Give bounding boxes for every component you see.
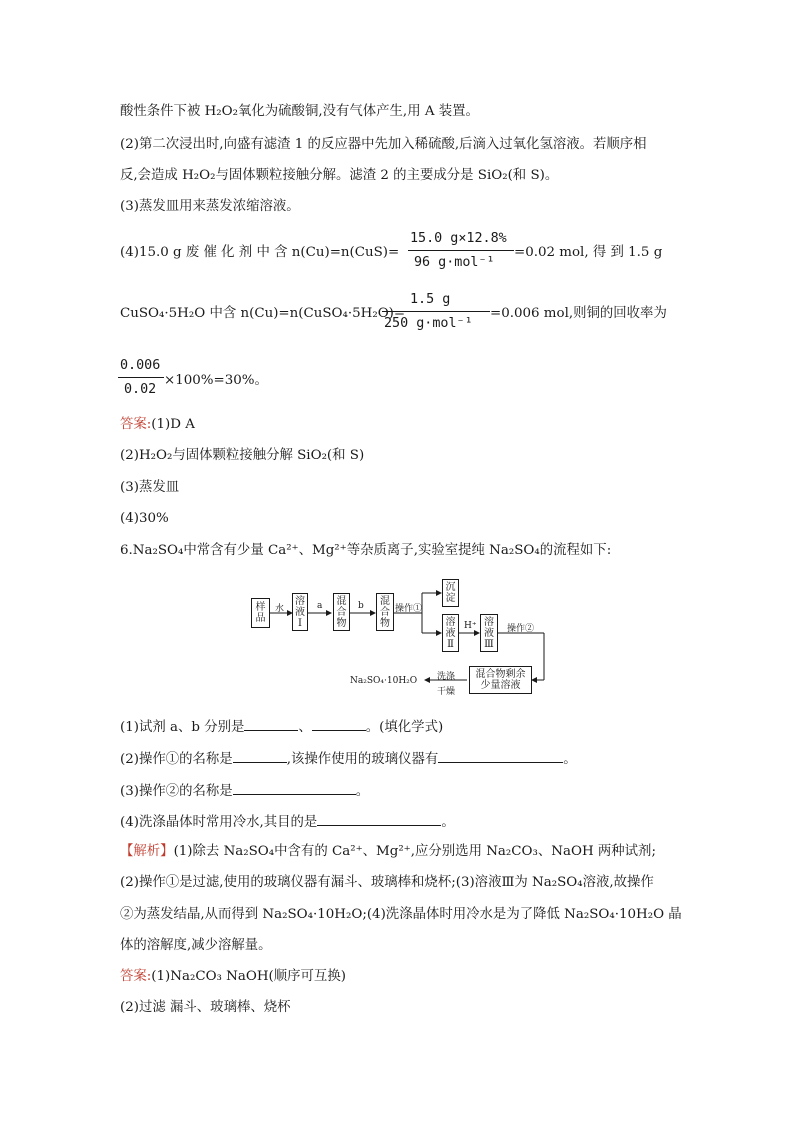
- precipitate-box: [442, 579, 459, 607]
- answer-line: (4)30%: [120, 511, 169, 526]
- text-line: 反,会造成 H₂O₂与固体颗粒接触分解。滤渣 2 的主要成分是 SiO₂(和 S)。: [120, 168, 559, 183]
- text-line: (3)蒸发皿用来蒸发浓缩溶液。: [120, 199, 300, 214]
- question-text: 、: [298, 720, 312, 735]
- analysis-label: 【解析】: [120, 844, 174, 859]
- mixture-2-box: [376, 593, 394, 631]
- formula-prefix: (4)15.0 g 废 催 化 剂 中 含 n(Cu)=n(CuS)=: [120, 245, 400, 260]
- question-text: ,该操作使用的玻璃仪器有: [286, 752, 439, 767]
- answer-blank[interactable]: [244, 716, 298, 731]
- analysis-line: ②为蒸发结晶,从而得到 Na₂SO₄·10H₂O;(4)洗涤晶体时用冷水是为了降低 Na₂SO₄·10H₂O 晶: [120, 907, 682, 922]
- mixture-1-box: [333, 593, 350, 631]
- formula-suffix: ×100%=30%。: [164, 373, 268, 388]
- question-text: (2)操作①的名称是: [120, 752, 233, 767]
- question-6: 6.Na₂SO₄中常含有少量 Ca²⁺、Mg²⁺等杂质离子,实验室提纯 Na₂SO₄的流程如下:: [120, 543, 612, 558]
- text-line: 酸性条件下被 H₂O₂氧化为硫酸铜,没有气体产生,用 A 装置。: [120, 104, 479, 119]
- fraction-numerator: 15.0 g×12.8%: [410, 231, 507, 246]
- mixture-2-label: 混 合 物: [380, 595, 390, 629]
- operation-2-label: 操作②: [507, 624, 535, 634]
- solution-3-label: 溶 液 Ⅲ: [484, 616, 494, 650]
- question-line: [120, 780, 369, 802]
- question-text: (4)洗涤晶体时常用冷水,其目的是: [120, 815, 318, 830]
- answer-line: (3)蒸发皿: [120, 480, 180, 495]
- fraction-denominator: 250 g·mol⁻¹: [384, 316, 473, 331]
- answer-blank[interactable]: [317, 811, 441, 826]
- question-line: [120, 748, 577, 770]
- remainder-box: [469, 666, 532, 694]
- question-line: [120, 716, 443, 738]
- reagent-b-label: b: [358, 601, 364, 611]
- h-plus-label: H⁺: [464, 621, 477, 631]
- formula-suffix: =0.02 mol, 得 到 1.5 g: [514, 245, 663, 260]
- answer-line: (2)过滤 漏斗、玻璃棒、烧杯: [120, 1000, 291, 1015]
- solution-2-label: 溶 液 Ⅱ: [445, 616, 456, 650]
- product-label: Na₂SO₄·10H₂O: [350, 676, 418, 686]
- analysis-text: (1)除去 Na₂SO₄中含有的 Ca²⁺、Mg²⁺,应分别选用 Na₂CO₃、NaOH 两种试剂;: [173, 844, 656, 859]
- fraction-numerator: 1.5 g: [410, 292, 451, 307]
- formula-suffix: =0.006 mol,则铜的回收率为: [490, 306, 667, 321]
- answer-line: [120, 967, 346, 987]
- answer-line: (2)H₂O₂与固体颗粒接触分解 SiO₂(和 S): [120, 448, 365, 463]
- fraction-denominator: 96 g·mol⁻¹: [414, 255, 495, 270]
- solution-3-box: [480, 614, 498, 652]
- answer-label: 答案:: [120, 417, 152, 432]
- wash-label: 洗涤: [437, 672, 456, 682]
- sample-box: [251, 598, 270, 628]
- question-text: (3)操作②的名称是: [120, 784, 233, 799]
- question-text: 。: [441, 815, 455, 830]
- answer-text: (1)Na₂CO₃ NaOH(顺序可互换): [151, 969, 346, 984]
- solution-1-label: 溶 液 Ⅰ: [295, 595, 305, 629]
- answer-blank[interactable]: [233, 780, 356, 795]
- answer-blank[interactable]: [312, 716, 366, 731]
- question-text: 。(填化学式): [365, 720, 444, 735]
- analysis-line: [120, 842, 656, 862]
- water-label: 水: [275, 604, 285, 614]
- sample-label: 样 品: [255, 602, 266, 624]
- question-text: (1)试剂 a、b 分别是: [120, 720, 245, 735]
- fraction-numerator: 0.006: [120, 358, 161, 373]
- answer-text: (1)D A: [151, 417, 195, 432]
- solution-1-box: [292, 593, 308, 631]
- precipitate-label: 沉 淀: [445, 582, 456, 604]
- answer-blank[interactable]: [233, 748, 287, 763]
- question-line: [120, 811, 455, 833]
- solution-2-box: [442, 614, 459, 652]
- remainder-label: 混合物剩余 少量溶液: [475, 669, 526, 691]
- formula-prefix: CuSO₄·5H₂O 中含 n(Cu)=n(CuSO₄·5H₂O)=: [120, 306, 406, 321]
- fraction-denominator: 0.02: [124, 382, 157, 397]
- text-line: (2)第二次浸出时,向盛有滤渣 1 的反应器中先加入稀硫酸,后滴入过氧化氢溶液。若顺序相: [120, 137, 647, 152]
- analysis-line: (2)操作①是过滤,使用的玻璃仪器有漏斗、玻璃棒和烧杯;(3)溶液Ⅲ为 Na₂SO₄溶液,故操作: [120, 875, 654, 890]
- reagent-a-label: a: [317, 601, 323, 611]
- question-text: 。: [563, 752, 577, 767]
- answer-blank[interactable]: [438, 748, 563, 763]
- question-text: 。: [355, 784, 370, 799]
- analysis-line: 体的溶解度,减少溶解量。: [120, 938, 272, 953]
- operation-1-label: 操作①: [395, 604, 423, 614]
- mixture-1-label: 混 合 物: [336, 595, 347, 629]
- answer-label: 答案:: [120, 969, 152, 984]
- dry-label: 干燥: [437, 687, 456, 697]
